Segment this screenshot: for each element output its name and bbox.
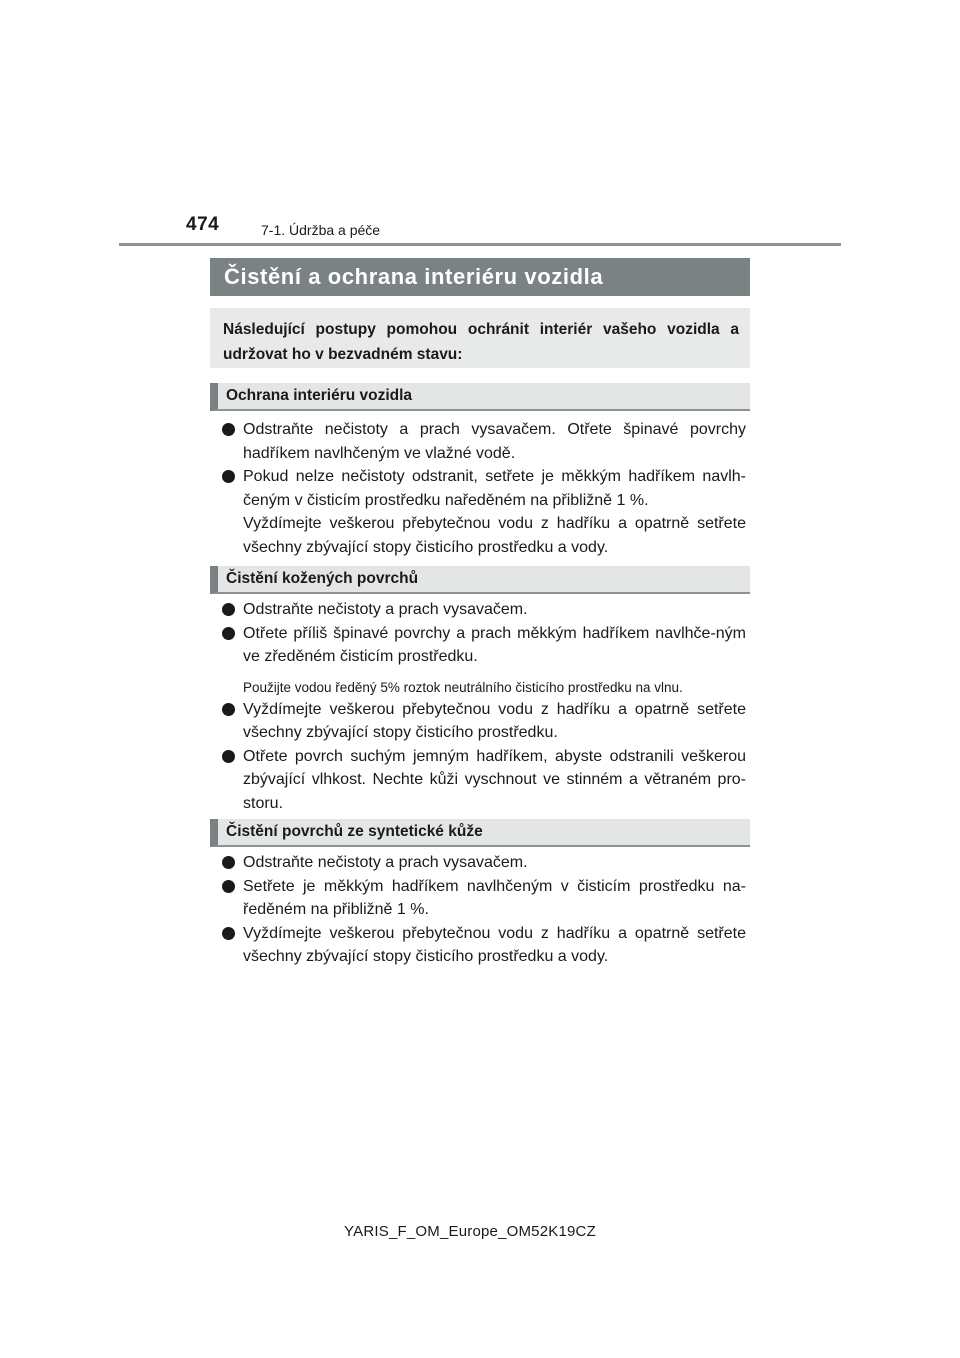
header-rule bbox=[119, 243, 841, 246]
bullet-icon bbox=[222, 703, 235, 716]
list-item-text: Odstraňte nečistoty a prach vysavačem. bbox=[243, 854, 528, 871]
subheading-interior-protection: Ochrana interiéru vozidla bbox=[210, 383, 750, 411]
bullet-list-interior-protection bbox=[222, 418, 746, 559]
list-item-text: Odstraňte nečistoty a prach vysavačem. Otřete špinavé povrchy hadříkem navlhčeným ve vlažné vodě. bbox=[243, 421, 746, 462]
subheading-leather-cleaning: Čistění kožených povrchů bbox=[210, 566, 750, 594]
list-item bbox=[222, 698, 746, 745]
list-item-text: Vyždímejte veškerou přebytečnou vodu z hadříku a opatrně setřete všechny zbývající stopy čisticího prostředku. bbox=[243, 700, 746, 741]
chapter-title: 7-1. Údržba a péče bbox=[261, 222, 381, 238]
list-item-text: Odstraňte nečistoty a prach vysavačem. bbox=[243, 601, 528, 618]
note: Použijte vodou ředěný 5% roztok neutrálního čisticího prostředku na vlnu. bbox=[243, 679, 683, 695]
list-item bbox=[222, 598, 746, 622]
bullet-list-leather-cleaning bbox=[222, 598, 746, 815]
bullet-icon bbox=[222, 603, 235, 616]
list-item-continuation: Vyždímejte veškerou přebytečnou vodu z hadříku a opatrně setřete všechny zbývající stopy čisticího prostředku a vody. bbox=[243, 515, 746, 556]
section-title: Čistění a ochrana interiéru vozidla bbox=[210, 258, 750, 296]
bullet-icon bbox=[222, 927, 235, 940]
list-item bbox=[222, 745, 746, 816]
list-item-text: Pokud nelze nečistoty odstranit, setřete je měkkým hadříkem navlh-čeným v čisticím prostředku naředěném na přibližně 1 %. bbox=[243, 468, 746, 509]
bullet-icon bbox=[222, 750, 235, 763]
list-item bbox=[222, 465, 746, 559]
bullet-icon bbox=[222, 627, 235, 640]
list-item-text: Otřete příliš špinavé povrchy a prach měkkým hadříkem navlhče-ným ve zředěném čisticím prostředku. bbox=[243, 624, 746, 665]
page-number: 474 bbox=[186, 214, 220, 235]
list-item bbox=[222, 418, 746, 465]
footer-document-id: YARIS_F_OM_Europe_OM52K19CZ bbox=[344, 1223, 596, 1240]
subheading-synthetic-leather-cleaning: Čistění povrchů ze syntetické kůže bbox=[210, 819, 750, 847]
list-item-text: Otřete povrch suchým jemným hadříkem, abyste odstranili veškerou zbývající vlhkost. Nechte kůži vyschnout ve stinném a větraném pro-storu. bbox=[243, 747, 746, 812]
list-item-text: Setřete je měkkým hadříkem navlhčeným v čisticím prostředku na-ředěném na přibližně 1 %. bbox=[243, 877, 746, 918]
bullet-list-synthetic-leather-cleaning bbox=[222, 851, 746, 969]
bullet-icon bbox=[222, 423, 235, 436]
list-item bbox=[222, 851, 746, 875]
list-item-text: Vyždímejte veškerou přebytečnou vodu z hadříku a opatrně setřete všechny zbývající stopy čisticího prostředku a vody. bbox=[243, 924, 746, 965]
list-item bbox=[222, 922, 746, 969]
bullet-icon bbox=[222, 470, 235, 483]
list-item bbox=[222, 875, 746, 922]
bullet-icon bbox=[222, 856, 235, 869]
intro-box: Následující postupy pomohou ochránit interiér vašeho vozidla a udržovat ho v bezvadném stavu: bbox=[210, 308, 750, 368]
bullet-icon bbox=[222, 880, 235, 893]
list-item bbox=[222, 622, 746, 669]
